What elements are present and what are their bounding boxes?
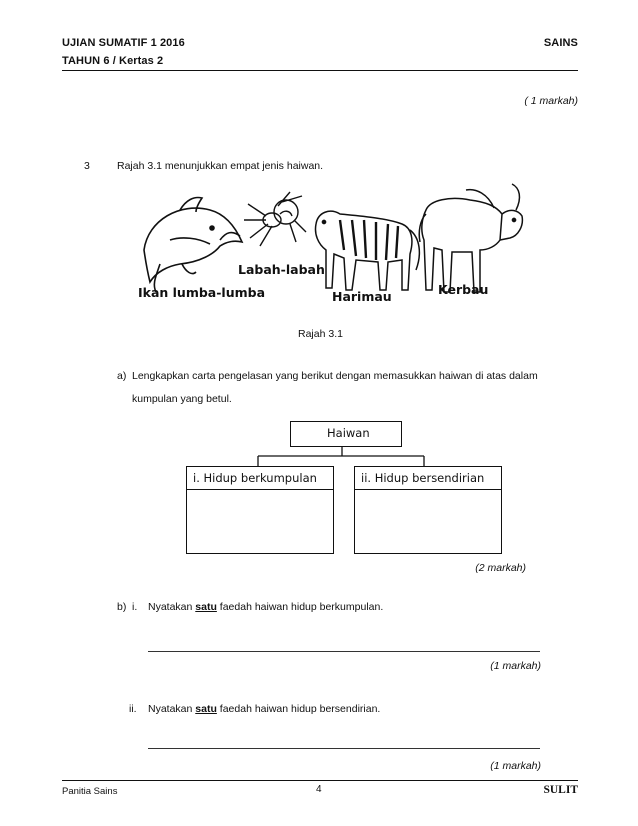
chart-left-box[interactable] <box>186 466 334 554</box>
chart-right-box[interactable] <box>354 466 502 554</box>
buffalo-drawing <box>419 184 522 292</box>
question-number: 3 <box>84 160 90 172</box>
chart-right-divider <box>355 489 501 490</box>
part-b-ii-pre: Nyatakan <box>148 703 193 715</box>
header-paper: TAHUN 6 / Kertas 2 <box>62 55 164 67</box>
question-intro: Rajah 3.1 menunjukkan empat jenis haiwan. <box>117 160 324 172</box>
header-title: UJIAN SUMATIF 1 2016 <box>62 37 185 49</box>
chart-right-label: ii. Hidup bersendirian <box>361 471 485 485</box>
spider-drawing <box>244 192 306 246</box>
chart-root-box <box>290 421 402 447</box>
part-b-ii-bold: satu <box>195 703 217 715</box>
chart-root-label: Haiwan <box>327 426 370 440</box>
header-subject: SAINS <box>543 37 578 49</box>
part-b-ii-answer-line[interactable] <box>148 748 540 749</box>
part-b-i-answer-line[interactable] <box>148 651 540 652</box>
chart-left-label: i. Hidup berkumpulan <box>193 471 317 485</box>
label-spider: Labah-labah <box>238 262 325 277</box>
tiger-drawing <box>315 211 419 290</box>
part-b-label: b) <box>117 601 127 613</box>
part-a-label: a) <box>117 370 127 382</box>
part-b-i-marks: (1 markah) <box>490 660 541 672</box>
label-tiger: Harimau <box>332 289 392 304</box>
part-b-i-question <box>148 601 383 613</box>
header-rule <box>62 70 578 71</box>
footer-rule <box>62 780 578 781</box>
page-number: 4 <box>316 784 322 795</box>
label-dolphin: Ikan lumba-lumba <box>138 285 266 300</box>
part-a-marks: (2 markah) <box>475 562 526 574</box>
dolphin-drawing <box>144 198 242 293</box>
label-buffalo: Kerbau <box>438 282 489 297</box>
footer-right: SULIT <box>543 784 578 796</box>
part-a-text-1: Lengkapkan carta pengelasan yang berikut dengan memasukkan haiwan di atas dalam <box>132 370 538 382</box>
part-b-i-num: i. <box>132 601 138 613</box>
part-b-ii-post: faedah haiwan hidup bersendirian. <box>219 703 381 715</box>
part-a-text-2: kumpulan yang betul. <box>132 393 232 405</box>
figure-caption: Rajah 3.1 <box>298 328 343 340</box>
top-marks: ( 1 markah) <box>524 95 578 107</box>
footer-left: Panitia Sains <box>62 786 118 797</box>
part-b-ii-marks: (1 markah) <box>490 760 541 772</box>
part-b-ii-num: ii. <box>129 703 137 715</box>
part-b-i-bold: satu <box>195 601 217 613</box>
part-b-i-post: faedah haiwan hidup berkumpulan. <box>219 601 384 613</box>
part-b-ii-question <box>148 703 380 715</box>
chart-left-divider <box>187 489 333 490</box>
part-b-i-pre: Nyatakan <box>148 601 193 613</box>
